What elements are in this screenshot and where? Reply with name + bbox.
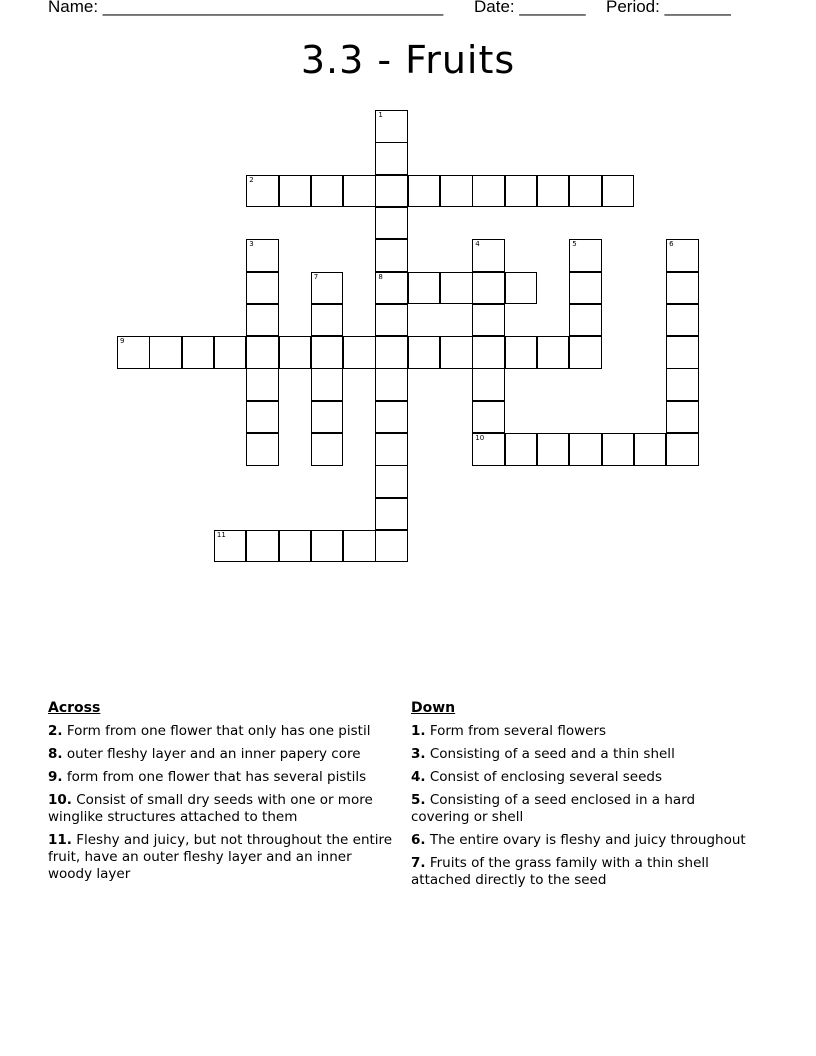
crossword-cell[interactable] bbox=[666, 401, 699, 434]
across-clue bbox=[48, 746, 393, 763]
clue-text: Fruits of the grass family with a thin shell attached directly to the seed bbox=[411, 855, 709, 888]
crossword-cell[interactable] bbox=[279, 175, 312, 208]
crossword-cell[interactable] bbox=[408, 175, 441, 208]
crossword-cell[interactable] bbox=[311, 336, 344, 369]
crossword-cell[interactable] bbox=[375, 207, 408, 240]
crossword-cell[interactable] bbox=[472, 239, 505, 272]
crossword-cell[interactable] bbox=[602, 175, 635, 208]
crossword-cell[interactable] bbox=[375, 272, 408, 305]
crossword-cell[interactable] bbox=[569, 239, 602, 272]
clue-number-label: 7 bbox=[313, 272, 319, 281]
clue-number-label: 3 bbox=[249, 240, 254, 249]
crossword-cell[interactable] bbox=[472, 368, 505, 401]
clue-number: 2. bbox=[48, 723, 63, 739]
crossword-cell[interactable] bbox=[246, 239, 279, 272]
crossword-cell[interactable] bbox=[214, 336, 247, 369]
crossword-cell[interactable] bbox=[569, 433, 602, 466]
crossword-cell[interactable] bbox=[472, 401, 505, 434]
clue-number: 3. bbox=[411, 746, 426, 762]
crossword-cell[interactable] bbox=[472, 272, 505, 305]
crossword-cell[interactable] bbox=[246, 175, 279, 208]
down-clue bbox=[411, 832, 746, 849]
crossword-cell[interactable] bbox=[440, 336, 473, 369]
crossword-cell[interactable] bbox=[311, 368, 344, 401]
crossword-cell[interactable] bbox=[375, 239, 408, 272]
crossword-cell[interactable] bbox=[375, 498, 408, 531]
clue-text: Consist of small dry seeds with one or more winglike structures attached to them bbox=[48, 792, 373, 825]
crossword-cell[interactable] bbox=[279, 336, 312, 369]
down-clues bbox=[411, 700, 746, 895]
crossword-cell[interactable] bbox=[246, 304, 279, 337]
across-clues bbox=[48, 700, 393, 889]
clue-number-label: 4 bbox=[475, 240, 480, 249]
clue-number: 10. bbox=[48, 792, 72, 808]
crossword-cell[interactable] bbox=[375, 465, 408, 498]
crossword-cell[interactable] bbox=[537, 336, 570, 369]
crossword-cell[interactable] bbox=[375, 433, 408, 466]
crossword-cell[interactable] bbox=[214, 530, 247, 563]
down-heading: Down bbox=[411, 700, 456, 716]
crossword-cell[interactable] bbox=[666, 239, 699, 272]
crossword-cell[interactable] bbox=[375, 368, 408, 401]
crossword-cell[interactable] bbox=[343, 336, 376, 369]
clue-text: Form from several flowers bbox=[425, 723, 607, 739]
crossword-cell[interactable] bbox=[569, 304, 602, 337]
crossword-cell[interactable] bbox=[537, 433, 570, 466]
crossword-cell[interactable] bbox=[375, 304, 408, 337]
crossword-cell[interactable] bbox=[666, 336, 699, 369]
crossword-cell[interactable] bbox=[440, 272, 473, 305]
crossword-cell[interactable] bbox=[279, 530, 312, 563]
across-clue bbox=[48, 792, 393, 826]
clue-text: Fleshy and juicy, but not throughout the entire fruit, have an outer fleshy layer and an inner woody layer bbox=[48, 832, 393, 882]
clue-number-label: 2 bbox=[249, 175, 254, 184]
crossword-cell[interactable] bbox=[343, 175, 376, 208]
date-field-label: Date: _______ bbox=[474, 0, 586, 16]
crossword-cell[interactable] bbox=[537, 175, 570, 208]
crossword-cell[interactable] bbox=[408, 336, 441, 369]
crossword-cell[interactable] bbox=[440, 175, 473, 208]
crossword-cell[interactable] bbox=[666, 272, 699, 305]
down-clue bbox=[411, 769, 746, 786]
crossword-cell[interactable] bbox=[472, 433, 505, 466]
down-clue bbox=[411, 855, 746, 889]
crossword-cell[interactable] bbox=[311, 401, 344, 434]
crossword-cell[interactable] bbox=[311, 272, 344, 305]
clue-number: 8. bbox=[48, 746, 63, 762]
clue-text: outer fleshy layer and an inner papery core bbox=[62, 746, 361, 762]
clue-number: 1. bbox=[411, 723, 426, 739]
crossword-cell[interactable] bbox=[246, 530, 279, 563]
clue-text: form from one flower that has several pistils bbox=[62, 769, 367, 785]
clue-text: Consisting of a seed and a thin shell bbox=[425, 746, 675, 762]
name-field-label: Name: ____________________________________ bbox=[48, 0, 444, 16]
clue-number: 11. bbox=[48, 832, 72, 848]
across-heading: Across bbox=[48, 700, 101, 716]
crossword-cell[interactable] bbox=[472, 175, 505, 208]
crossword-cell[interactable] bbox=[569, 336, 602, 369]
period-field-label: Period: _______ bbox=[606, 0, 731, 16]
crossword-cell[interactable] bbox=[472, 336, 505, 369]
clue-number: 4. bbox=[411, 769, 426, 785]
across-clue bbox=[48, 723, 393, 740]
crossword-cell[interactable] bbox=[246, 368, 279, 401]
crossword-cell[interactable] bbox=[505, 272, 538, 305]
clue-number-label: 1 bbox=[378, 111, 383, 119]
crossword-cell[interactable] bbox=[472, 304, 505, 337]
crossword-cell[interactable] bbox=[149, 336, 182, 369]
page-title: 3.3 - Fruits bbox=[300, 38, 516, 82]
clue-number-label: 6 bbox=[669, 240, 674, 249]
crossword-cell[interactable] bbox=[569, 272, 602, 305]
crossword-cell[interactable] bbox=[246, 336, 279, 369]
crossword-cell[interactable] bbox=[634, 433, 667, 466]
clue-text: Consisting of a seed enclosed in a hard covering or shell bbox=[411, 792, 696, 825]
clue-number-label: 10 bbox=[475, 434, 485, 442]
down-clue bbox=[411, 746, 746, 763]
crossword-cell[interactable] bbox=[117, 336, 150, 369]
across-clue bbox=[48, 769, 393, 786]
clue-text: Consist of enclosing several seeds bbox=[425, 769, 663, 785]
crossword-cell[interactable] bbox=[311, 530, 344, 563]
crossword-cell[interactable] bbox=[375, 142, 408, 175]
crossword-cell[interactable] bbox=[375, 175, 408, 208]
crossword-cell[interactable] bbox=[602, 433, 635, 466]
crossword-cell[interactable] bbox=[505, 175, 538, 208]
crossword-cell[interactable] bbox=[375, 110, 408, 143]
crossword-cell[interactable] bbox=[343, 530, 376, 563]
crossword-cell[interactable] bbox=[246, 401, 279, 434]
crossword-cell[interactable] bbox=[666, 433, 699, 466]
crossword-cell[interactable] bbox=[375, 530, 408, 563]
clue-number-label: 8 bbox=[378, 272, 383, 281]
crossword-cell[interactable] bbox=[666, 304, 699, 337]
crossword-cell[interactable] bbox=[182, 336, 215, 369]
down-clue bbox=[411, 723, 746, 740]
clue-number: 6. bbox=[411, 832, 426, 848]
crossword-cell[interactable] bbox=[666, 368, 699, 401]
clue-number-label: 5 bbox=[572, 240, 577, 249]
crossword-cell[interactable] bbox=[246, 272, 279, 305]
clue-number: 7. bbox=[411, 855, 426, 871]
crossword-cell[interactable] bbox=[505, 433, 538, 466]
crossword-cell[interactable] bbox=[311, 433, 344, 466]
clue-number-label: 9 bbox=[120, 337, 125, 346]
crossword-cell[interactable] bbox=[375, 336, 408, 369]
crossword-cell[interactable] bbox=[311, 175, 344, 208]
crossword-cell[interactable] bbox=[408, 272, 441, 305]
crossword-cell[interactable] bbox=[311, 304, 344, 337]
clue-number: 9. bbox=[48, 769, 63, 785]
clue-number-label: 11 bbox=[216, 530, 226, 539]
crossword-cell[interactable] bbox=[246, 433, 279, 466]
down-clue bbox=[411, 792, 746, 826]
crossword-cell[interactable] bbox=[375, 401, 408, 434]
crossword-cell[interactable] bbox=[569, 175, 602, 208]
clue-text: Form from one flower that only has one pistil bbox=[62, 723, 371, 739]
crossword-cell[interactable] bbox=[505, 336, 538, 369]
across-clue bbox=[48, 832, 393, 883]
clue-number: 5. bbox=[411, 792, 426, 808]
clue-text: The entire ovary is fleshy and juicy throughout bbox=[425, 832, 746, 848]
